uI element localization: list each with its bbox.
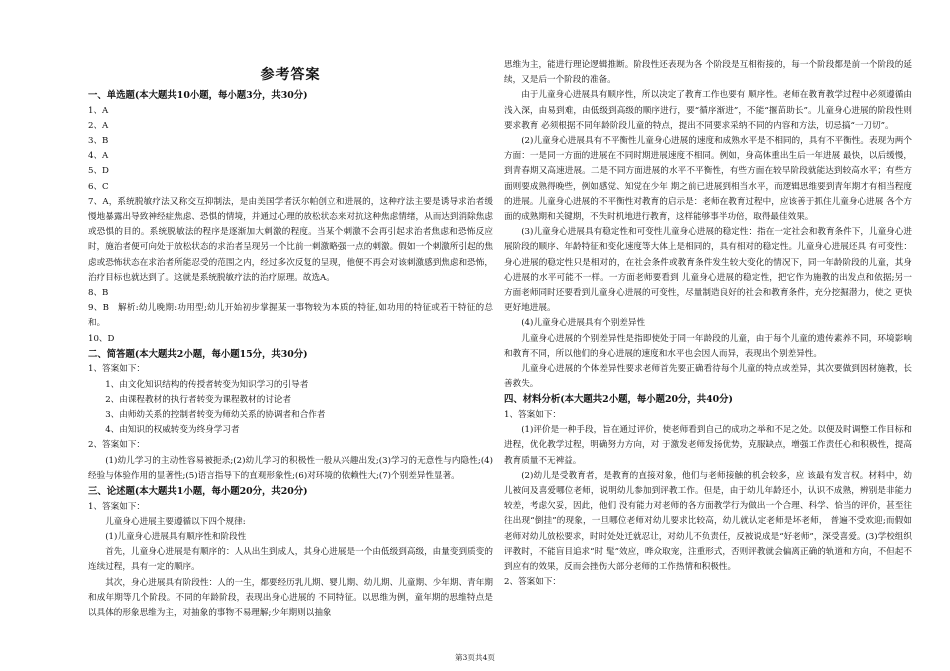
section-3-heading: 三、论述题(本大题共1小题，每小题20分，共20分) [88,486,308,498]
question-label: 1、答案如下： [88,501,146,512]
answer-item: 8、B [88,288,109,299]
list-item: 4、由知识的权威转变为终身学习者 [105,425,240,436]
answer-paragraph: 儿童身心进展主要遵循以下四个规律: [105,516,246,527]
answer-paragraph: 首先，儿童身心进展是有顺序的：人从出生到成人，其身心进展是一个由低级到高级，由量变到质变的连续过程，具有一定的顺序。 [88,547,493,573]
list-item: 3、由师幼关系的控制者转变为师幼关系的协调者和合作者 [105,410,326,421]
answer-paragraph: (2)儿童身心进展具有不平衡性儿童身心进展的速度和成熟水平是不相同的，具有不平衡性。表现为两个方面：一是同一方面的进展在不同时期进展速度不相同。例如，身高体重出生后一年进展 最快，以后缓慢，到青春期又高速进展。二是不同方面进展的水平不平衡性，有些方面在较早阶段就能达到较高水平；有些方面则要成熟得晚些，例如感觉、知觉在少年 期之前已进展到相当水平，而逻辑思维要到青年期才有相当程度的进展。儿童身心进展的不平衡性对教育的启示是：老师在教育过程中，应该善于抓住儿童身心进展 各个方面的成熟期和关键期，不失时机地进行教育，这样能够事半功倍，取得最佳效果。 [504,136,912,223]
answer-paragraph: 儿童身心进展的个别差异性是指即使处于同一年龄段的儿童，由于每个儿童的遗传素养不同，环境影响和教育不同，所以他们的身心进展的速度和水平也会因人而异，表现出个别差异性。 [504,333,912,359]
left-column [88,66,493,621]
answer-item: 3、B [88,136,109,146]
answer-paragraph: (1)幼儿学习的主动性容易被扼杀;(2)幼儿学习的积极性一般从兴趣出发;(3)学习的无意性与内隐性;(4)经验与体验作用的显著性;(5)语言指导下的直观形象性;(6)对环境的依赖性大;(7)个别差异性显著。 [88,455,493,481]
answer-paragraph: 儿童身心进展的个体差异性要求老师首先要正确看待每个儿童的特点或差异，其次要做到因材施教，长善救失。 [504,364,912,390]
answer-item-explanation: 9、B 解析:幼儿晚期:功用型;幼儿开始初步掌握某一事物较为本质的特征,如功用的特征或若干特征的总和。 [88,303,493,329]
page-footer: 第3页共4页 [454,653,496,662]
question-label: 2、答案如下： [88,440,146,451]
answer-item: 6、C [88,181,109,192]
list-item: 2、由课程教材的执行者转变为课程教材的讨论者 [105,394,292,405]
right-column [504,58,912,591]
list-item: 1、由文化知识结构的传授者转变为知识学习的引导者 [105,379,309,390]
page-title: 参考答案 [260,67,321,83]
answer-paragraph: 其次，身心进展具有阶段性：人的一生，都要经历乳儿期、婴儿期、幼儿期、儿童期、少年期、青年期和成年期等几个阶段。不同的年龄阶段，表现出身心进展的 不同特征。以思维为例，童年期的思维特点是以具体的形象思维为主，对抽象的事物不易理解;少年期则以抽象 [88,577,493,619]
answer-paragraph: 由于儿童身心进展具有顺序性，所以决定了教育工作也要有 顺序性。老师在教育教学过程中必须遵循由浅入深，由易到难，由低级到高级的顺序进行，要“循序渐进”，不能“揠苗助长”。儿童身心进展的阶段性则要求教育 必须根据不同年龄阶段儿童的特点，提出不同要求采纳不同的内容和方法，切忌搞“一刀切”。 [504,90,912,131]
answer-item: 1、A [88,105,109,116]
question-label: 1、答案如下： [88,364,146,375]
point-title: (1)儿童身心进展具有顺序性和阶段性 [105,532,247,543]
answer-item: 5、D [88,166,109,177]
answer-item: 10、D [88,333,115,344]
answer-item-explanation: 7、A，系统脱敏疗法又称交互抑制法，是由美国学者沃尔帕创立和进展的，这种疗法主要是诱导求治者缓慢地暴露出导致神经症焦虑、恐惧的情境，并通过心理的放松状态来对抗这种焦虑情绪，从而达到消除焦虑或恐惧的目的。系统脱敏法的程序是逐渐加大刺激的程度。当某个刺激不会再引起求治者焦虑和恐怖反应时，施治者便可向处于放松状态的求治者呈现另一个比前一刺激略强一点的刺激。假如一个刺激所引起的焦虑或恐怖状态在求治者所能忍受的范围之内，经过多次反复的呈现，他便不再会对该刺激感到焦虑和恐怖，治疗目标也就达到了。这就是系统脱敏疗法的治疗原理。故选A。 [88,196,493,283]
section-2-heading: 二、简答题(本大题共2小题，每小题15分，共30分) [88,348,308,360]
answer-item: 4、A [88,151,109,162]
answer-item: 2、A [88,120,109,131]
point-title: (4)儿童身心进展具有个别差异性 [521,318,646,329]
answer-paragraph: (1)评价是一种手段，旨在通过评价，使老师看到自己的成功之举和不足之处。以便及时调整工作目标和进程，优化教学过程，明确努力方向，对 于激发老师发扬优势，克服缺点，增强工作责任心和积极性，提高教育质量不无裨益。 [504,425,912,466]
answer-paragraph: (2)幼儿是受教育者，是教育的直接对象，他们与老师接触的机会较多，应 该最有发言权。材料中，幼儿被问及喜爱哪位老师，说明幼儿参加到评教工作。但是，由于幼儿年龄还小，认识不成熟，辨别是非能力较差，考虑欠妥，因此，他们 没有能力对老师的各方面教学行为做出一个合理、科学、恰当的评价，甚至往往出现“倒挂”的现象，一旦哪位老师对幼儿要求比较高，幼儿就认定老师是坏老师， 普遍不受欢迎;而假如老师对幼儿放松要求，时时处处迁就忍让，对幼儿不负责任，反被说成是“好老师”，深受喜爱。(3)学校组织评教时，不能盲目追求“时 髦”效应，哗众取宠，注重形式，否则评教就会偏离正确的轨道和方向，不但起不到应有的效果，反而会挫伤大部分老师的工作热情和积极性。 [504,470,912,573]
answer-paragraph: (3)儿童身心进展具有稳定性和可变性儿童身心进展的稳定性：指在一定社会和教育条件下，儿童身心进展阶段的顺序、年龄特征和变化速度等大体上是相同的，具有相对的稳定性。儿童身心进展还具 有可变性：身心进展的稳定性只是相对的，在社会条件或教育条件发生较大变化的情况下，同一年龄阶段的儿童，其身心进展的水平可能不一样。一方面老师要看到 儿童身心进展的稳定性，把它作为施教的出发点和依据;另一方面老师同时还要看到儿童身心进展的可变性，尽量制造良好的社会和教育条件，充分挖掘潜力，使之 更快更好地进展。 [504,227,912,314]
question-label: 2、答案如下： [504,577,562,588]
section-4-heading: 四、材料分析(本大题共2小题，每小题20分，共40分) [504,394,733,406]
section-1-heading: 一、单选题(本大题共10小题，每小题3分，共30分) [88,90,308,101]
question-label: 1、答案如下： [504,410,562,421]
answer-paragraph: 思维为主，能进行理论逻辑推断。阶段性还表现为各 个阶段是互相衔接的，每一个阶段都是前一个阶段的延续，又是后一个阶段的准备。 [504,60,912,86]
